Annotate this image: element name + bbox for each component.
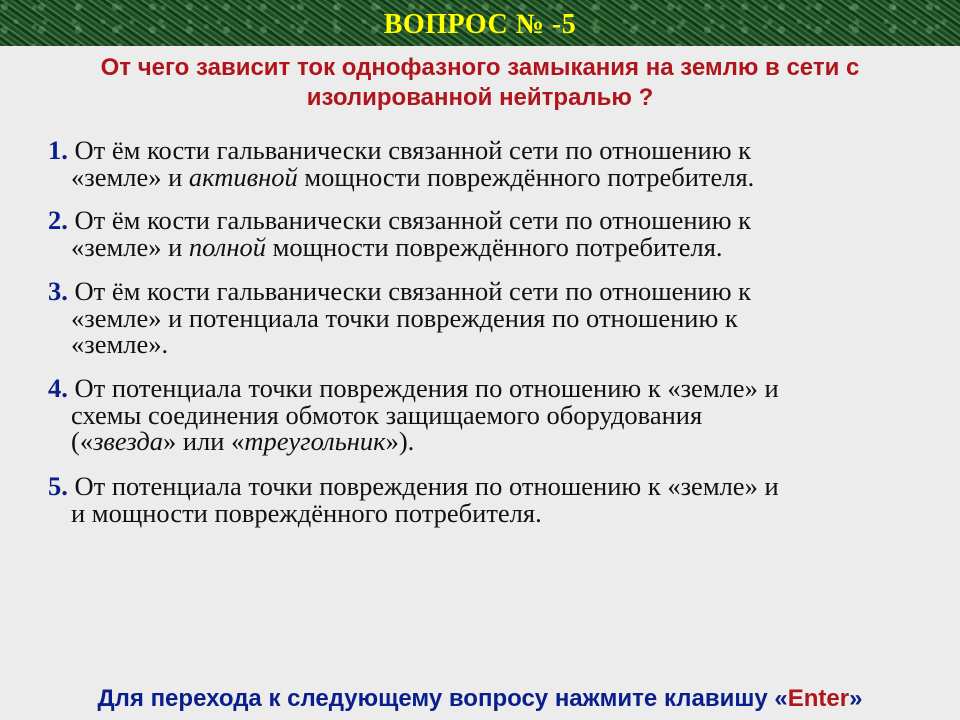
answer-text: схемы соединения обмоток защищаемого оборудования <box>71 399 703 430</box>
answer-text: «земле» и <box>71 231 189 262</box>
answer-text: мощности повреждённого потребителя. <box>265 231 723 262</box>
answer-option-1[interactable] <box>48 137 948 190</box>
answer-number: 1. <box>48 135 68 165</box>
answer-option-5[interactable] <box>48 473 948 526</box>
answer-text: » или « <box>162 426 245 456</box>
question-line-2: изолированной нейтралью ? <box>306 84 654 111</box>
enter-key-label: Enter <box>787 685 850 712</box>
answer-text: «земле» и <box>71 161 189 192</box>
answer-text: От потенциала точки повреждения по отношению к «земле» и <box>74 373 779 403</box>
footer-instruction <box>0 684 960 714</box>
answer-text: От ём кости гальванически связанной сети по отношению к <box>74 135 752 165</box>
answer-emphasis: треугольник <box>244 426 386 456</box>
answer-text: От ём кости гальванически связанной сети по отношению к <box>74 205 752 235</box>
answer-text: От потенциала точки повреждения по отношению к «земле» и <box>74 471 779 501</box>
answer-text: (« <box>71 426 94 456</box>
answer-number: 2. <box>48 205 68 235</box>
question-text <box>20 53 940 113</box>
question-number-title: ВОПРОС № -5 <box>383 9 577 40</box>
answer-emphasis: полной <box>188 231 266 262</box>
answer-number: 3. <box>48 276 68 306</box>
answer-text: «земле» и потенциала точки повреждения по отношению к <box>71 302 738 333</box>
answer-text: и мощности повреждённого потребителя. <box>71 497 542 528</box>
answer-emphasis: звезда <box>93 426 163 456</box>
answer-option-2[interactable] <box>48 207 948 260</box>
answer-text: От ём кости гальванически связанной сети по отношению к <box>74 276 752 306</box>
answer-option-4[interactable] <box>48 375 948 455</box>
answer-number: 5. <box>48 471 68 501</box>
footer-text-close: » <box>849 685 863 712</box>
header-bar <box>0 0 960 46</box>
answer-number: 4. <box>48 373 68 403</box>
answer-text: »). <box>385 426 415 456</box>
question-line-1: От чего зависит ток однофазного замыкания на землю в сети с <box>100 54 860 81</box>
answer-emphasis: активной <box>188 161 298 192</box>
answer-text: мощности повреждённого потребителя. <box>297 161 755 192</box>
footer-text: Для перехода к следующему вопросу нажмите клавишу « <box>97 685 788 712</box>
answer-option-3[interactable] <box>48 278 948 358</box>
answer-text: «земле». <box>71 329 169 359</box>
